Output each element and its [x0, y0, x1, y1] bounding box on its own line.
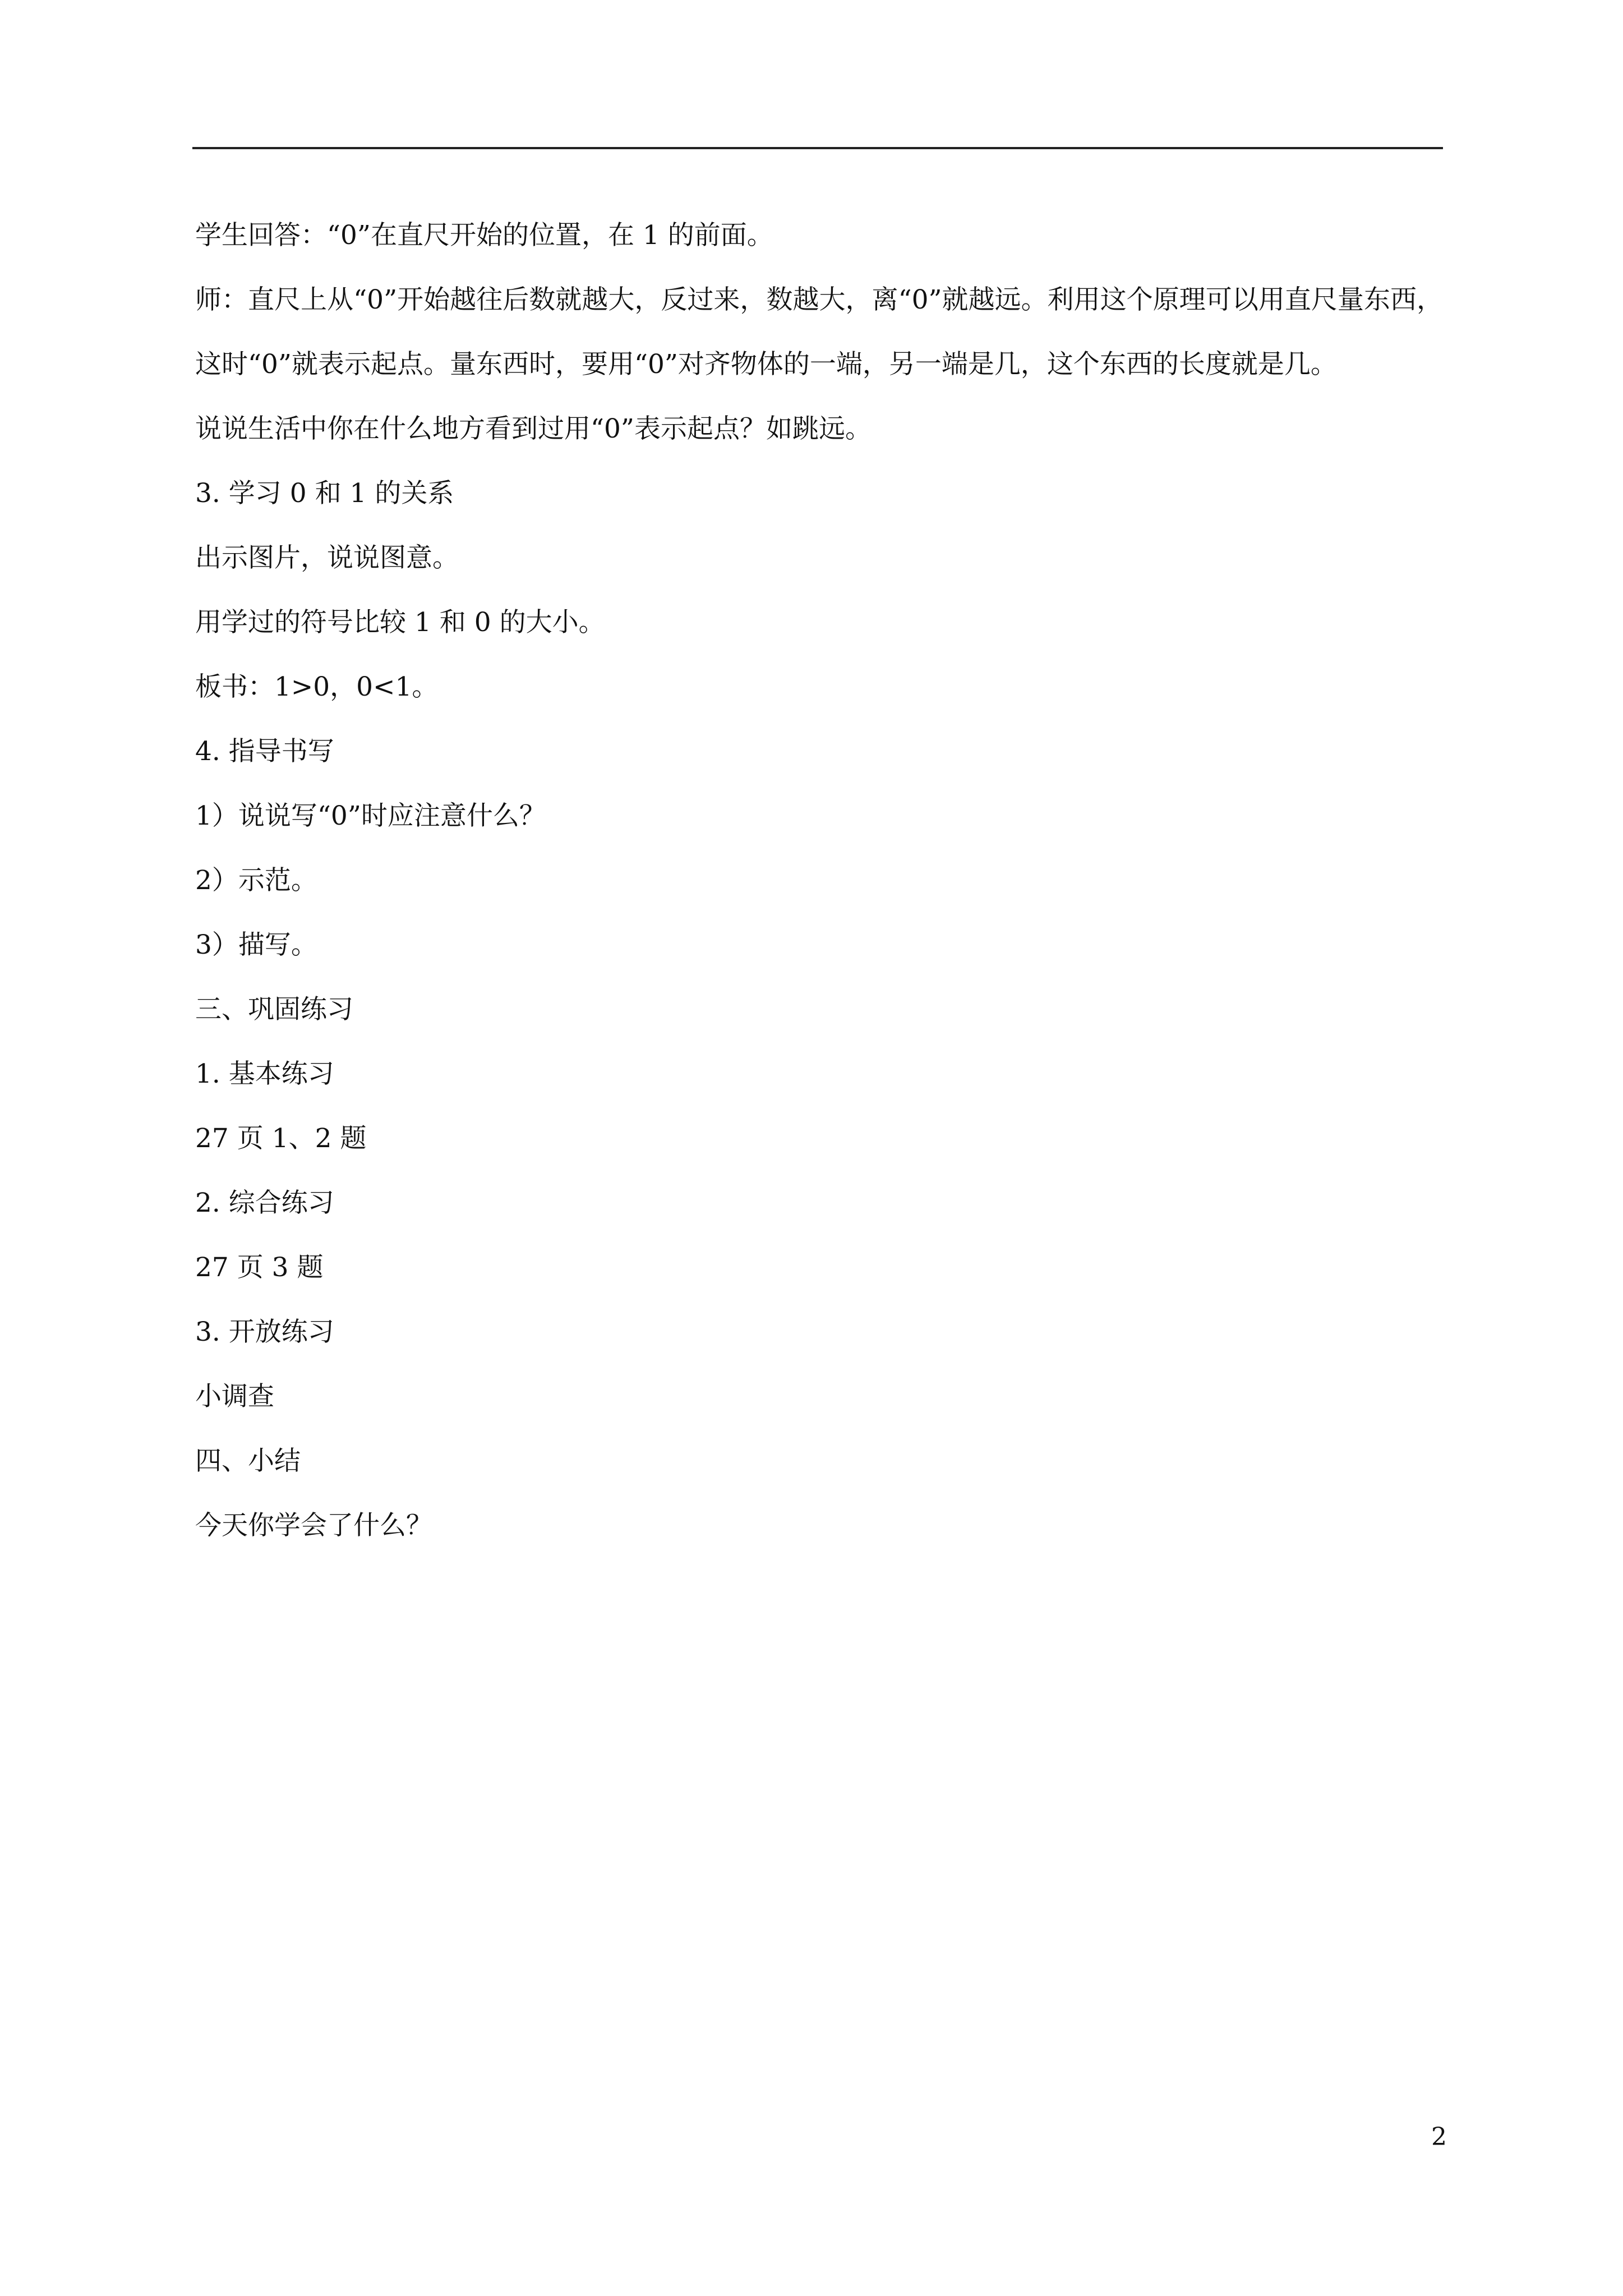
section-heading: 4. 指导书写 [195, 736, 334, 767]
answer-paragraph: 学生回答：“0”在直尺开始的位置，在 1 的前面。 [195, 220, 773, 251]
text-line: 板书：1>0，0<1。 [195, 671, 439, 702]
text-line: 27 页 3 题 [195, 1252, 324, 1283]
text-line: 出示图片，说说图意。 [195, 542, 459, 573]
subsection-heading: 2. 综合练习 [195, 1188, 334, 1218]
list-item: 3）描写。 [195, 930, 317, 960]
teacher-paragraph: 师：直尺上从“0”开始越往后数就越大，反过来，数越大，离“0”就越远。利用这个原理可以用直尺量东西，这时“0”就表示起点。量东西时，要用“0”对齐物体的一端，另一端是几，这个东西的长度就是几。 [195, 284, 1443, 380]
document-body [195, 203, 1443, 1558]
text-line: 用学过的符号比较 1 和 0 的大小。 [195, 607, 605, 638]
page-number: 2 [1431, 2123, 1447, 2151]
list-item: 2）示范。 [195, 865, 317, 896]
header-rule [192, 147, 1443, 149]
text-line: 小调查 [195, 1381, 274, 1412]
discussion-paragraph: 说说生活中你在什么地方看到过用“0”表示起点？如跳远。 [195, 413, 872, 444]
text-line: 27 页 1、2 题 [195, 1123, 367, 1154]
section-heading: 三、巩固练习 [195, 994, 353, 1025]
section-heading: 3. 学习 0 和 1 的关系 [195, 478, 454, 509]
subsection-heading: 1. 基本练习 [195, 1059, 334, 1089]
text-line: 今天你学会了什么？ [195, 1510, 432, 1541]
section-heading: 四、小结 [195, 1446, 301, 1476]
subsection-heading: 3. 开放练习 [195, 1317, 334, 1347]
list-item: 1）说说写“0”时应注意什么？ [195, 800, 546, 831]
